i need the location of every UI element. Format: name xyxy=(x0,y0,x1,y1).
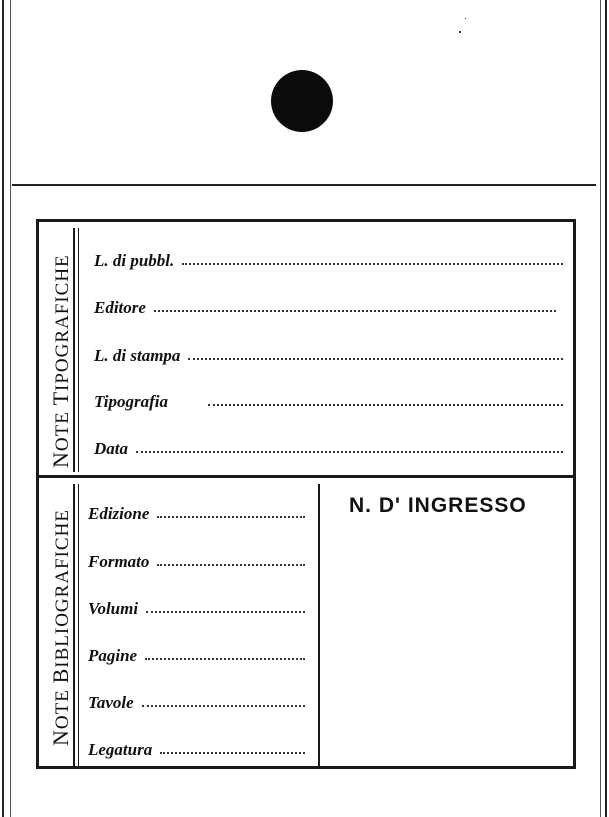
field-pagine[interactable] xyxy=(88,640,305,666)
side-rule-bibliografiche-inner xyxy=(78,484,79,766)
field-luogo-pubblicazione[interactable] xyxy=(94,245,563,271)
field-formato[interactable] xyxy=(88,546,305,572)
field-dotted-line xyxy=(157,564,305,566)
card-left-edge xyxy=(2,0,11,817)
label-rest: OTE xyxy=(52,689,73,730)
field-dotted-line xyxy=(188,358,563,360)
field-label: Volumi xyxy=(88,599,139,618)
field-dotted-line xyxy=(136,451,563,453)
punch-hole xyxy=(271,70,333,132)
label-initial: T xyxy=(48,390,73,406)
field-dotted-line xyxy=(157,516,305,518)
header-divider xyxy=(12,184,596,186)
label-rest: IBLIOGRAFICHE xyxy=(52,509,73,668)
field-label: Pagine xyxy=(88,646,138,665)
field-label: Data xyxy=(94,439,128,458)
field-dotted-line xyxy=(160,752,305,754)
field-data[interactable] xyxy=(94,433,563,459)
field-luogo-stampa[interactable] xyxy=(94,340,563,366)
label-initial: N xyxy=(48,729,73,746)
field-label: L. di pubbl. xyxy=(94,251,175,270)
field-editore[interactable] xyxy=(94,292,556,318)
field-label: Tavole xyxy=(88,693,134,712)
field-dotted-line xyxy=(146,611,305,613)
field-label: Edizione xyxy=(88,504,150,523)
section-divider xyxy=(39,475,573,478)
label-rest: OTE xyxy=(52,411,73,452)
field-dotted-line xyxy=(142,705,305,707)
field-label: Legatura xyxy=(88,740,153,759)
field-edizione[interactable] xyxy=(88,498,305,524)
label-initial: N xyxy=(48,451,73,468)
field-tavole[interactable] xyxy=(88,687,305,713)
label-rest: IPOGRAFICHE xyxy=(52,254,73,391)
field-label: Tipografia xyxy=(94,392,168,411)
numero-ingresso-label: N. D' INGRESSO xyxy=(349,494,527,517)
field-label: L. di stampa xyxy=(94,346,181,365)
field-dotted-line xyxy=(208,404,563,406)
speck xyxy=(459,31,461,33)
label-initial: B xyxy=(48,667,73,684)
field-label: Editore xyxy=(94,298,146,317)
speck xyxy=(465,18,466,19)
field-tipografia[interactable] xyxy=(94,386,563,412)
ingresso-divider xyxy=(318,484,320,766)
field-legatura[interactable] xyxy=(88,734,305,760)
field-label: Formato xyxy=(88,552,150,571)
field-dotted-line xyxy=(145,658,305,660)
field-volumi[interactable] xyxy=(88,593,305,619)
side-rule-tipografiche-inner xyxy=(78,228,79,472)
card-right-edge xyxy=(600,0,607,817)
field-dotted-line xyxy=(154,310,556,312)
field-dotted-line xyxy=(182,263,563,265)
